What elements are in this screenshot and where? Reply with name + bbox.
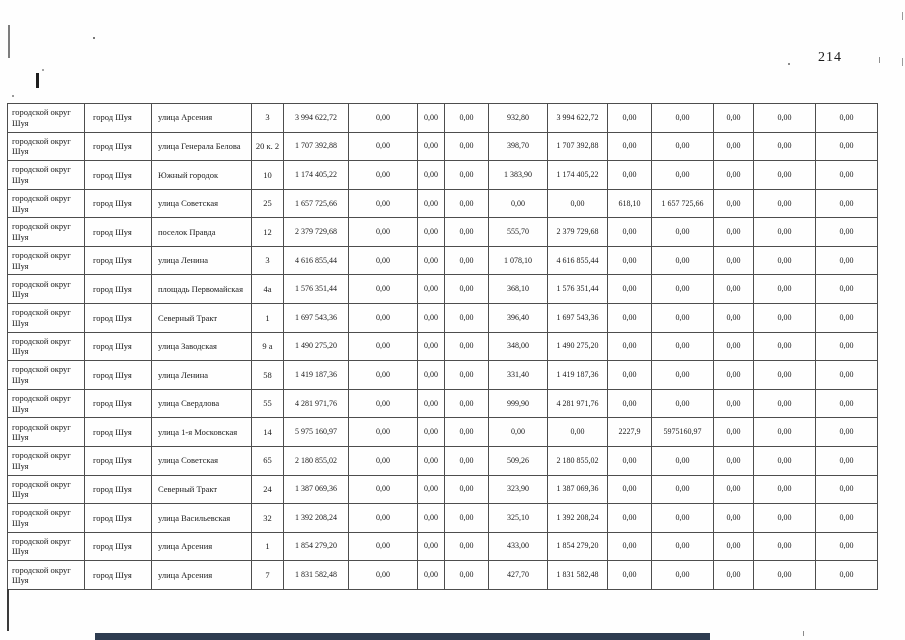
table-cell: 0,00 — [418, 104, 445, 133]
table-cell: 0,00 — [816, 475, 878, 504]
table-cell: городской округ Шуя — [8, 132, 85, 161]
table-cell: 1 854 279,20 — [548, 532, 608, 561]
table-cell: 325,10 — [489, 504, 548, 533]
table-cell: 331,40 — [489, 361, 548, 390]
table-cell: 0,00 — [714, 104, 754, 133]
table-cell: 0,00 — [652, 389, 714, 418]
table-cell: 932,80 — [489, 104, 548, 133]
table-cell: 0,00 — [445, 189, 489, 218]
table-cell: городской округ Шуя — [8, 418, 85, 447]
table-cell: городской округ Шуя — [8, 475, 85, 504]
table-cell: 0,00 — [418, 446, 445, 475]
table-cell: 0,00 — [652, 132, 714, 161]
table-cell: 3 994 622,72 — [284, 104, 349, 133]
window-bottom-edge-bar — [95, 633, 710, 640]
table-cell: 0,00 — [714, 389, 754, 418]
table-cell: 1 831 582,48 — [548, 561, 608, 590]
table-cell: городской округ Шуя — [8, 389, 85, 418]
table-cell: 1 387 069,36 — [284, 475, 349, 504]
table-cell: улица Заводская — [152, 332, 252, 361]
table-cell: 0,00 — [714, 504, 754, 533]
table-cell: улица Свердлова — [152, 389, 252, 418]
table-cell: 0,00 — [445, 304, 489, 333]
table-cell: город Шуя — [85, 189, 152, 218]
table-body — [8, 104, 878, 590]
table-row — [8, 275, 878, 304]
table-cell: 0,00 — [816, 418, 878, 447]
table-cell: 0,00 — [714, 418, 754, 447]
table-cell: улица Арсения — [152, 532, 252, 561]
table-cell: 0,00 — [816, 132, 878, 161]
table-row — [8, 389, 878, 418]
table-row — [8, 504, 878, 533]
table-cell: город Шуя — [85, 246, 152, 275]
table-cell: 0,00 — [816, 361, 878, 390]
table-cell: 0,00 — [714, 532, 754, 561]
table-cell: 0,00 — [714, 189, 754, 218]
table-cell: 0,00 — [652, 532, 714, 561]
table-cell: 65 — [252, 446, 284, 475]
table-cell: 0,00 — [349, 332, 418, 361]
page-number: 214 — [818, 50, 842, 65]
scan-mark-vertical-line-top-left — [8, 25, 10, 58]
table-cell: 0,00 — [652, 161, 714, 190]
table-cell: 0,00 — [608, 218, 652, 247]
table-cell: 0,00 — [816, 246, 878, 275]
table-cell: 0,00 — [608, 104, 652, 133]
table-cell: 396,40 — [489, 304, 548, 333]
table-cell: 5 975 160,97 — [284, 418, 349, 447]
table-cell: городской округ Шуя — [8, 446, 85, 475]
table-cell: 1 697 543,36 — [284, 304, 349, 333]
data-table — [7, 103, 878, 590]
table-cell: 3 994 622,72 — [548, 104, 608, 133]
table-cell: улица Ленина — [152, 246, 252, 275]
table-cell: 0,00 — [652, 361, 714, 390]
table-cell: 0,00 — [608, 304, 652, 333]
table-cell: 0,00 — [816, 218, 878, 247]
table-cell: 0,00 — [652, 275, 714, 304]
table-cell: 555,70 — [489, 218, 548, 247]
table-cell: 0,00 — [754, 389, 816, 418]
table-cell: город Шуя — [85, 504, 152, 533]
table-cell: 0,00 — [445, 361, 489, 390]
table-cell: город Шуя — [85, 475, 152, 504]
table-cell: 323,90 — [489, 475, 548, 504]
table-cell: улица Арсения — [152, 104, 252, 133]
table-cell: 0,00 — [816, 275, 878, 304]
table-cell: 0,00 — [349, 132, 418, 161]
table-cell: 0,00 — [652, 304, 714, 333]
table-cell: городской округ Шуя — [8, 189, 85, 218]
table-cell: 0,00 — [349, 275, 418, 304]
table-cell: 0,00 — [714, 304, 754, 333]
table-cell: 1 419 187,36 — [284, 361, 349, 390]
scan-speck — [12, 95, 14, 97]
table-cell: 9 а — [252, 332, 284, 361]
table-cell: 0,00 — [754, 304, 816, 333]
table-row — [8, 246, 878, 275]
table-cell: 0,00 — [714, 561, 754, 590]
table-cell: город Шуя — [85, 389, 152, 418]
table-cell: городской округ Шуя — [8, 161, 85, 190]
table-cell: 0,00 — [816, 561, 878, 590]
scan-ink-mark — [36, 73, 39, 88]
table-cell: 0,00 — [349, 418, 418, 447]
table-cell: 0,00 — [754, 418, 816, 447]
table-cell: Южный городок — [152, 161, 252, 190]
table-cell: 999,90 — [489, 389, 548, 418]
table-cell: город Шуя — [85, 418, 152, 447]
table-row — [8, 218, 878, 247]
table-cell: 0,00 — [349, 561, 418, 590]
table-cell: 2 180 855,02 — [548, 446, 608, 475]
table-cell: улица 1-я Московская — [152, 418, 252, 447]
table-cell: 1 174 405,22 — [548, 161, 608, 190]
table-cell: 0,00 — [418, 161, 445, 190]
table-cell: 0,00 — [714, 475, 754, 504]
table-cell: 0,00 — [714, 161, 754, 190]
table-cell: 0,00 — [418, 504, 445, 533]
table-cell: 0,00 — [816, 189, 878, 218]
table-cell: 0,00 — [754, 361, 816, 390]
table-cell: город Шуя — [85, 446, 152, 475]
table-cell: 0,00 — [349, 189, 418, 218]
table-cell: городской округ Шуя — [8, 332, 85, 361]
table-cell: 0,00 — [445, 532, 489, 561]
table-cell: 0,00 — [349, 532, 418, 561]
table-cell: 4 616 855,44 — [548, 246, 608, 275]
table-cell: улица Советская — [152, 446, 252, 475]
table-cell: 2 379 729,68 — [284, 218, 349, 247]
table-cell: 0,00 — [754, 104, 816, 133]
table-cell: город Шуя — [85, 132, 152, 161]
table-cell: 55 — [252, 389, 284, 418]
table-cell: 0,00 — [349, 246, 418, 275]
scan-tick-mark — [902, 58, 903, 66]
table-cell: 1 854 279,20 — [284, 532, 349, 561]
table-cell: 348,00 — [489, 332, 548, 361]
table-cell: 0,00 — [349, 304, 418, 333]
table-cell: 1 490 275,20 — [284, 332, 349, 361]
table-cell: улица Ленина — [152, 361, 252, 390]
table-cell: городской округ Шуя — [8, 218, 85, 247]
table-cell: 0,00 — [608, 361, 652, 390]
table-cell: 433,00 — [489, 532, 548, 561]
table-row — [8, 446, 878, 475]
table-cell: городской округ Шуя — [8, 361, 85, 390]
table-cell: 10 — [252, 161, 284, 190]
table-cell: 0,00 — [754, 218, 816, 247]
table-cell: городской округ Шуя — [8, 532, 85, 561]
table-cell: поселок Правда — [152, 218, 252, 247]
table-cell: 0,00 — [445, 218, 489, 247]
table-cell: 1 576 351,44 — [548, 275, 608, 304]
table-cell: 509,26 — [489, 446, 548, 475]
table-cell: 0,00 — [608, 532, 652, 561]
table-cell: 0,00 — [608, 275, 652, 304]
table-cell: 0,00 — [608, 332, 652, 361]
table-cell: 2 180 855,02 — [284, 446, 349, 475]
table-row — [8, 361, 878, 390]
table-cell: 0,00 — [754, 161, 816, 190]
scan-speck — [42, 69, 44, 71]
table-row — [8, 304, 878, 333]
table-cell: 368,10 — [489, 275, 548, 304]
table-cell: город Шуя — [85, 104, 152, 133]
table-cell: городской округ Шуя — [8, 504, 85, 533]
table-row — [8, 161, 878, 190]
table-cell: 0,00 — [714, 132, 754, 161]
table-cell: 0,00 — [608, 475, 652, 504]
table-cell: 0,00 — [418, 189, 445, 218]
table-cell: город Шуя — [85, 332, 152, 361]
table-cell: 0,00 — [754, 132, 816, 161]
table-cell: улица Советская — [152, 189, 252, 218]
table-cell: 12 — [252, 218, 284, 247]
table-row — [8, 418, 878, 447]
scan-tick-mark — [879, 57, 880, 63]
table-cell: 0,00 — [816, 532, 878, 561]
table-cell: 0,00 — [754, 189, 816, 218]
table-cell: 0,00 — [816, 104, 878, 133]
table-cell: 0,00 — [418, 475, 445, 504]
table-cell: 0,00 — [816, 446, 878, 475]
table-cell: город Шуя — [85, 532, 152, 561]
table-cell: 1 657 725,66 — [284, 189, 349, 218]
table-cell: 0,00 — [816, 504, 878, 533]
table-cell: 0,00 — [608, 161, 652, 190]
scan-tick-mark — [803, 631, 804, 636]
table-row — [8, 561, 878, 590]
table-cell: 0,00 — [445, 332, 489, 361]
table-cell: 0,00 — [349, 361, 418, 390]
table-row — [8, 132, 878, 161]
table-cell: 0,00 — [714, 361, 754, 390]
table-cell: 1 392 208,24 — [284, 504, 349, 533]
table-cell: 2 379 729,68 — [548, 218, 608, 247]
table-cell: 0,00 — [816, 304, 878, 333]
table-cell: 0,00 — [714, 446, 754, 475]
table-cell: 0,00 — [754, 275, 816, 304]
table-cell: город Шуя — [85, 304, 152, 333]
table-cell: 0,00 — [489, 418, 548, 447]
table-cell: 0,00 — [652, 561, 714, 590]
table-cell: городской округ Шуя — [8, 561, 85, 590]
table-cell: 0,00 — [445, 446, 489, 475]
table-cell: 0,00 — [445, 504, 489, 533]
table-cell: 0,00 — [754, 532, 816, 561]
table-cell: 0,00 — [652, 218, 714, 247]
table-cell: Северный Тракт — [152, 304, 252, 333]
table-cell: 14 — [252, 418, 284, 447]
table-cell: 1 831 582,48 — [284, 561, 349, 590]
table-cell: 0,00 — [349, 389, 418, 418]
table-cell: 427,70 — [489, 561, 548, 590]
table-row — [8, 189, 878, 218]
table-cell: 0,00 — [816, 332, 878, 361]
table-cell: 1 697 543,36 — [548, 304, 608, 333]
table-cell: 0,00 — [418, 532, 445, 561]
table-cell: 1 078,10 — [489, 246, 548, 275]
table-cell: 1 576 351,44 — [284, 275, 349, 304]
table-cell: 1 383,90 — [489, 161, 548, 190]
table-cell: 0,00 — [754, 446, 816, 475]
table-cell: городской округ Шуя — [8, 246, 85, 275]
table-cell: 0,00 — [349, 218, 418, 247]
table-cell: 7 — [252, 561, 284, 590]
table-cell: улица Генерала Белова — [152, 132, 252, 161]
table-cell: 4 616 855,44 — [284, 246, 349, 275]
table-cell: 0,00 — [349, 104, 418, 133]
table-cell: 0,00 — [418, 561, 445, 590]
table-cell: 0,00 — [418, 275, 445, 304]
table-cell: 0,00 — [714, 332, 754, 361]
table-cell: 618,10 — [608, 189, 652, 218]
table-cell: 0,00 — [816, 161, 878, 190]
table-cell: город Шуя — [85, 561, 152, 590]
table-cell: 0,00 — [754, 504, 816, 533]
table-cell: 0,00 — [754, 246, 816, 275]
table-cell: 0,00 — [652, 246, 714, 275]
table-cell: 0,00 — [418, 218, 445, 247]
table-cell: 0,00 — [816, 389, 878, 418]
table-cell: 4 281 971,76 — [548, 389, 608, 418]
table-cell: улица Арсения — [152, 561, 252, 590]
table-cell: городской округ Шуя — [8, 104, 85, 133]
table-cell: 0,00 — [714, 218, 754, 247]
table-cell: 1 419 187,36 — [548, 361, 608, 390]
table-cell: 58 — [252, 361, 284, 390]
table-cell: 0,00 — [349, 504, 418, 533]
table-cell: 1 — [252, 304, 284, 333]
table-row — [8, 532, 878, 561]
table-cell: 0,00 — [445, 132, 489, 161]
table-cell: 0,00 — [418, 304, 445, 333]
table-cell: 20 к. 2 — [252, 132, 284, 161]
table-cell: 0,00 — [754, 475, 816, 504]
table-cell: 0,00 — [489, 189, 548, 218]
table-cell: 1 387 069,36 — [548, 475, 608, 504]
table-cell: 0,00 — [608, 446, 652, 475]
table-cell: 4а — [252, 275, 284, 304]
table-cell: 0,00 — [608, 132, 652, 161]
table-row — [8, 332, 878, 361]
table-cell: 0,00 — [418, 246, 445, 275]
table-cell: Северный Тракт — [152, 475, 252, 504]
table-cell: 25 — [252, 189, 284, 218]
table-cell: 0,00 — [652, 446, 714, 475]
table-cell: 1 — [252, 532, 284, 561]
table-cell: 3 — [252, 246, 284, 275]
table-cell: 0,00 — [548, 418, 608, 447]
table-cell: город Шуя — [85, 361, 152, 390]
table-cell: 398,70 — [489, 132, 548, 161]
table-cell: 0,00 — [445, 475, 489, 504]
table-cell: 0,00 — [714, 246, 754, 275]
scan-mark-vertical-line-bottom-left — [7, 589, 9, 631]
table-cell: 0,00 — [608, 561, 652, 590]
table-cell: 1 707 392,88 — [548, 132, 608, 161]
table-cell: 1 490 275,20 — [548, 332, 608, 361]
table-cell: 2227,9 — [608, 418, 652, 447]
table-cell: 0,00 — [548, 189, 608, 218]
table-cell: 0,00 — [754, 332, 816, 361]
table-cell: 0,00 — [445, 418, 489, 447]
table-cell: городской округ Шуя — [8, 275, 85, 304]
table-cell: 0,00 — [652, 332, 714, 361]
table-cell: улица Васильевская — [152, 504, 252, 533]
table-cell: 0,00 — [714, 275, 754, 304]
table-cell: городской округ Шуя — [8, 304, 85, 333]
table-cell: 0,00 — [608, 246, 652, 275]
table-cell: 0,00 — [445, 246, 489, 275]
table-cell: 1 707 392,88 — [284, 132, 349, 161]
table-cell: 0,00 — [418, 132, 445, 161]
table-cell: 32 — [252, 504, 284, 533]
table-cell: 1 392 208,24 — [548, 504, 608, 533]
scan-speck — [788, 63, 790, 65]
table-cell: 0,00 — [445, 389, 489, 418]
table-cell: 24 — [252, 475, 284, 504]
table-cell: 0,00 — [349, 161, 418, 190]
table-row — [8, 475, 878, 504]
table-cell: 0,00 — [445, 104, 489, 133]
table-cell: 1 174 405,22 — [284, 161, 349, 190]
table-cell: город Шуя — [85, 275, 152, 304]
table-row — [8, 104, 878, 133]
table-cell: город Шуя — [85, 161, 152, 190]
table-cell: 0,00 — [652, 475, 714, 504]
table-cell: 0,00 — [349, 475, 418, 504]
table-cell: 3 — [252, 104, 284, 133]
table-cell: 0,00 — [445, 561, 489, 590]
scan-speck — [93, 37, 95, 39]
table-cell: город Шуя — [85, 218, 152, 247]
table-cell: 4 281 971,76 — [284, 389, 349, 418]
table-cell: 1 657 725,66 — [652, 189, 714, 218]
table-cell: 0,00 — [754, 561, 816, 590]
table-cell: 0,00 — [418, 332, 445, 361]
table-cell: 0,00 — [608, 504, 652, 533]
table-cell: площадь Первомайская — [152, 275, 252, 304]
table-cell: 0,00 — [608, 389, 652, 418]
table-cell: 5975160,97 — [652, 418, 714, 447]
table-cell: 0,00 — [445, 161, 489, 190]
table-cell: 0,00 — [652, 104, 714, 133]
table-cell: 0,00 — [418, 361, 445, 390]
table-cell: 0,00 — [349, 446, 418, 475]
table-cell: 0,00 — [418, 389, 445, 418]
table-cell: 0,00 — [652, 504, 714, 533]
table-cell: 0,00 — [418, 418, 445, 447]
scan-tick-mark — [902, 12, 903, 20]
table-cell: 0,00 — [445, 275, 489, 304]
